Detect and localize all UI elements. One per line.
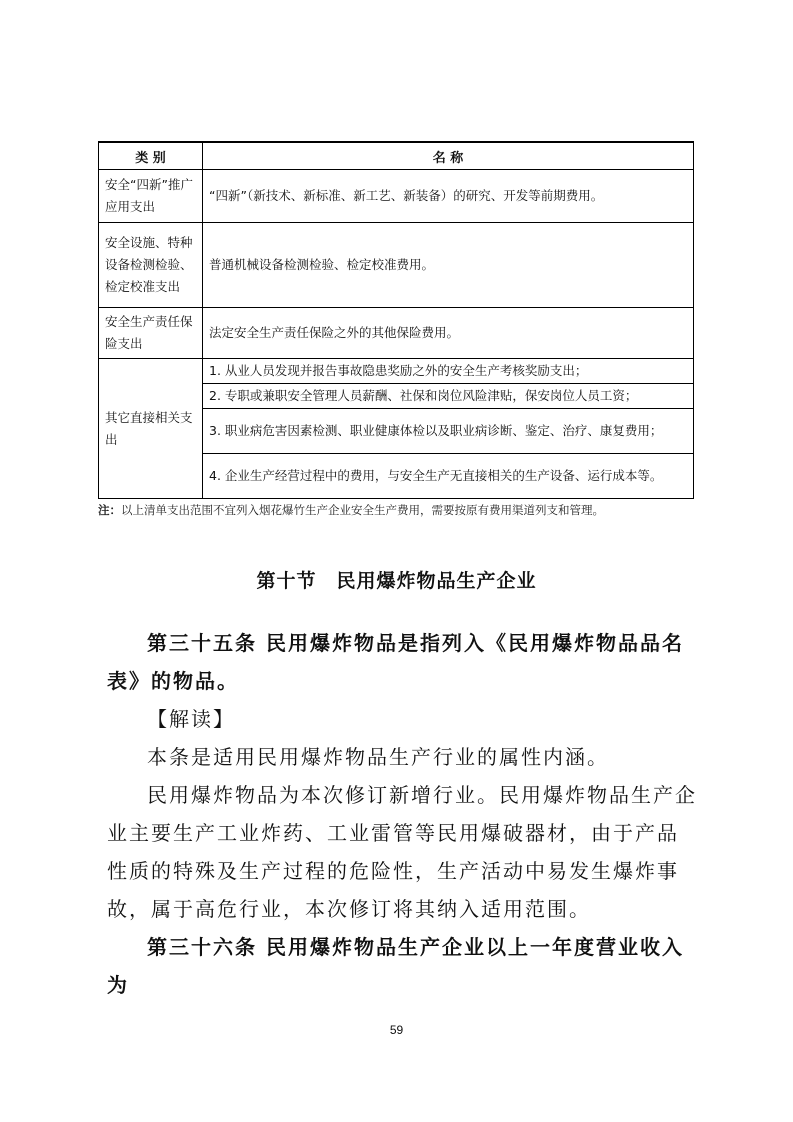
table-row: [99, 359, 694, 384]
table-row: [99, 308, 694, 359]
row-item: 4. 企业生产经营过程中的费用，与安全生产无直接相关的生产设备、运行成本等。: [203, 454, 694, 499]
table-row: [99, 170, 694, 223]
row-name: 法定安全生产责任保险之外的其他保险费用。: [203, 308, 694, 359]
row-item: 3. 职业病危害因素检测、职业健康体检以及职业病诊断、鉴定、治疗、康复费用；: [203, 409, 694, 454]
page-number: 59: [389, 1023, 404, 1037]
table-note: [98, 500, 698, 521]
paragraph-2: 民用爆炸物品为本次修订新增行业。民用爆炸物品生产企业主要生产工业炸药、工业雷管等民用爆破器材，由于产品性质的特殊及生产过程的危险性，生产活动中易发生爆炸事故，属于高危行业，本次修订将其纳入适用范围。: [107, 783, 697, 921]
table-header-row: [99, 142, 694, 170]
note-label: 注：: [98, 503, 121, 517]
row-item: 2. 专职或兼职安全管理人员薪酬、社保和岗位风险津贴，保安岗位人员工资；: [203, 384, 694, 409]
note-text: 以上清单支出范围不宜列入烟花爆竹生产企业安全生产费用，需要按原有费用渠道列支和管理。: [121, 503, 604, 517]
header-category: 类 别: [99, 142, 203, 170]
expense-table: [98, 141, 694, 499]
row-category: 安全生产责任保险支出: [99, 308, 203, 359]
article-35: 第三十五条 民用爆炸物品是指列入《民用爆炸物品品名表》的物品。: [107, 631, 684, 693]
article-36: 第三十六条 民用爆炸物品生产企业以上一年度营业收入为: [107, 935, 684, 997]
interpretation-label: 【解读】: [147, 707, 235, 731]
row-name: 普通机械设备检测检验、检定校准费用。: [203, 223, 694, 308]
row-name: “四新”（新技术、新标准、新工艺、新装备）的研究、开发等前期费用。: [203, 170, 694, 223]
row-item: 1. 从业人员发现并报告事故隐患奖励之外的安全生产考核奖励支出；: [203, 359, 694, 384]
row-category: 安全“四新”推广应用支出: [99, 170, 203, 223]
row-category: 安全设施、特种设备检测检验、检定校准支出: [99, 223, 203, 308]
header-name: 名 称: [203, 142, 694, 170]
paragraph-1: 本条是适用民用爆炸物品生产行业的属性内涵。: [147, 745, 609, 769]
table-row: [99, 223, 694, 308]
row-category: 其它直接相关支出: [99, 359, 203, 499]
section-title: 第十节 民用爆炸物品生产企业: [256, 570, 537, 592]
